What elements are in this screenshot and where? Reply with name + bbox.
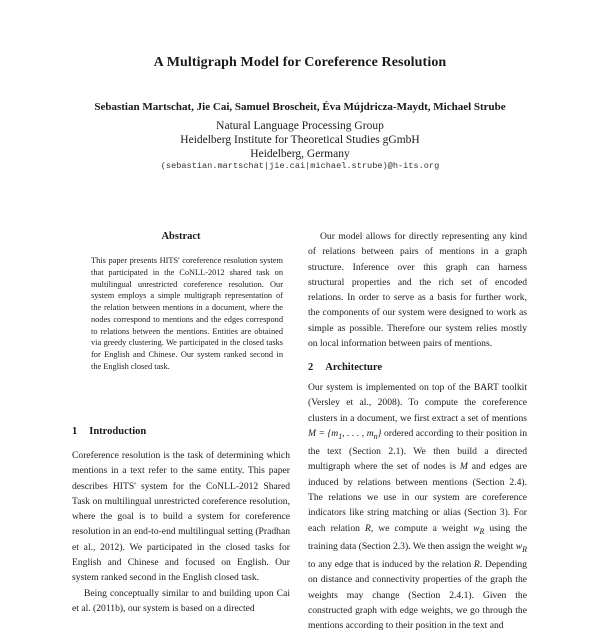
section-heading-architecture (308, 362, 382, 373)
abstract-text: This paper presents HITS' coreference resolution system that participated in the CoNLL-2012 shared task on multilingual unrestricted coreference resolution. Our system employs a simple multigraph representation of the relation between mentions in a document, where the nodes correspond to mentions and the edges correspond to relations between the mentions. Entities are obtained via greedy clustering. We participated in the closed tasks for English and Chinese. Our system ranked second in the English closed task. (91, 256, 283, 371)
author-list: Sebastian Martschat, Jie Cai, Samuel Broscheit, Éva Mújdricza-Maydt, Michael Strube (94, 101, 506, 113)
section-title: Introduction (89, 426, 147, 437)
math-weight (516, 541, 527, 552)
abstract-heading: Abstract (161, 231, 201, 242)
text-run: ordered according to their position in the text (Section 2.1). We then build a directed multigraph where the set of nodes is (308, 427, 527, 473)
math-variable: R (473, 558, 480, 570)
text-run: Our system is implemented on top of the BART toolkit (Versley et al., 2008). To compute the coreference clusters in a document, we first extract a set of mentions (308, 382, 527, 424)
math-variable: M (459, 461, 468, 473)
section-heading-introduction (72, 426, 146, 437)
affiliation-location: Heidelberg, Germany (250, 148, 350, 160)
section-number: 1 (72, 426, 78, 437)
section-title: Architecture (325, 362, 383, 373)
right-column-intro-body (308, 229, 527, 351)
text-run: and edges are induced by relations between mentions (Section 2.4). The relations we use in our system are coreference indicators like string matching or alias (Section 3). For each relation (308, 461, 527, 534)
paragraph: Being conceptually similar to and building upon Cai et al. (2011b), our system is based on a directed (72, 587, 290, 614)
paper-title: A Multigraph Model for Coreference Resolution (153, 55, 447, 70)
math-part: } (377, 427, 382, 439)
text-run: . Depending on distance and connectivity properties of the graph the weights may change (Section 2.4.1). Given the constructed graph with edge weights, we go through the mentions according to their position in the text and (308, 558, 527, 632)
math-weight (473, 523, 484, 534)
affiliation-group: Natural Language Processing Group (216, 120, 384, 132)
math-subscript: n (373, 431, 378, 441)
text-run: using the training data (Section 2.3). We then assign the weight (308, 522, 527, 552)
math-subscript: 1 (338, 431, 343, 441)
text-run: , we compute a weight (370, 522, 469, 534)
math-part: M = {m (308, 427, 339, 439)
paragraph (308, 380, 527, 633)
paragraph: Coreference resolution is the task of determining which mentions in a text refer to the same entity. This paper describes HITS' system for the CoNLL-2012 Shared Task on multilingual unrestricted coreference resolution, where the goal is to build a system for coreference resolution in an end-to-end multilingual setting (Pradhan et al., 2012). We participated in the closed tasks for English and Chinese and focused on English. Our system ranked second in the English closed task. (72, 450, 290, 584)
introduction-body (72, 448, 290, 616)
paragraph: Our model allows for directly representing any kind of relations between pairs of mentions in a graph structure. Inference over this graph can harness structural properties and the rich set of encoded relations. In order to serve as a basis for further work, the components of our system were designed to work as simple as possible. Therefore our system relies mostly on local information between pairs of mentions. (308, 231, 527, 350)
math-subscript: R (522, 544, 527, 554)
math-subscript: R (479, 526, 485, 536)
author-emails: (sebastian.martschat|jie.cai|michael.strube)@h-its.org (160, 161, 440, 171)
text-run: to any edge that is induced by the relation (308, 558, 472, 570)
affiliation-institute: Heidelberg Institute for Theoretical Studies gGmbH (180, 134, 420, 146)
math-part: w (515, 540, 523, 552)
section-number: 2 (308, 362, 314, 373)
math-part: , . . . , m (342, 427, 374, 439)
math-part: w (473, 522, 480, 534)
architecture-body (308, 380, 527, 633)
math-variable: R (364, 522, 371, 534)
math-mention-set (308, 428, 381, 439)
